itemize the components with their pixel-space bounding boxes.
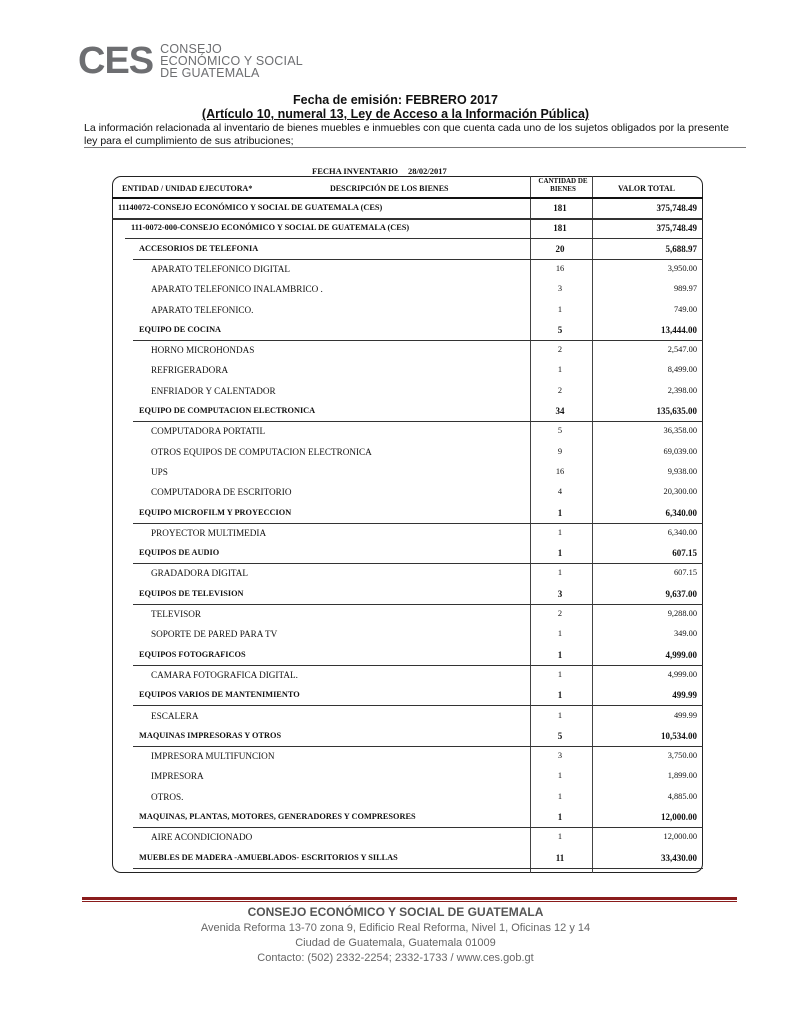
row-description: SOPORTE DE PARED PARA TV: [151, 629, 278, 640]
row-description: APARATO TELEFONICO INALAMBRICO .: [151, 284, 323, 295]
row-description: IMPRESORA: [151, 771, 204, 782]
row-value: 2,547.00: [667, 345, 697, 355]
row-value: 989.97: [673, 284, 697, 294]
table-row-group: [0, 402, 791, 422]
footer-band: [82, 897, 737, 902]
table-row-item: [0, 260, 791, 280]
row-description: HORNO MICROHONDAS: [151, 345, 255, 356]
row-value: 4,999.00: [667, 669, 697, 679]
inventory-date-value: 28/02/2017: [408, 166, 447, 176]
table-row-item: [0, 707, 791, 727]
row-quantity: 5: [557, 426, 563, 436]
table-row-item: [0, 443, 791, 463]
row-quantity: 2: [557, 345, 563, 355]
table-row-item: [0, 301, 791, 321]
intro-paragraph: La información relacionada al inventario de bienes muebles e inmuebles con que cuenta cada uno de los sujetos obligados por la presente ley para el cumplimiento de sus atribuciones;: [84, 122, 730, 147]
table-row-item: [0, 483, 791, 503]
row-description: COMPUTADORA PORTATIL: [151, 426, 266, 437]
row-value: 69,039.00: [663, 446, 697, 456]
row-description: ENFRIADOR Y CALENTADOR: [151, 385, 276, 396]
row-value: 349.00: [673, 629, 697, 639]
table-row-group: [0, 646, 791, 666]
row-quantity: 1: [557, 507, 563, 518]
row-quantity: 1: [557, 791, 563, 801]
row-description: UPS: [151, 466, 168, 477]
table-row-item: [0, 564, 791, 584]
row-quantity: 4: [557, 487, 563, 497]
row-description: CAMARA FOTOGRAFICA DIGITAL.: [151, 669, 298, 680]
row-value: 499.99: [673, 710, 697, 720]
table-row-item: [0, 666, 791, 686]
row-description: EQUIPO DE COMPUTACION ELECTRONICA: [139, 406, 316, 415]
column-header-valor: VALOR TOTAL: [618, 184, 675, 193]
row-description: APARATO TELEFONICO DIGITAL: [151, 263, 290, 274]
row-description: TELEVISOR: [151, 609, 202, 619]
row-value: 9,637.00: [665, 588, 697, 599]
row-description: MAQUINAS, PLANTAS, MOTORES, GENERADORES Y COMPRESORES: [139, 812, 416, 821]
row-quantity: 16: [555, 263, 565, 273]
column-header-descripcion: DESCRIPCIÓN DE LOS BIENES: [330, 184, 449, 193]
footer-address: Avenida Reforma 13-70 zona 9, Edificio Real Reforma, Nivel 1, Oficinas 12 y 14: [200, 922, 591, 934]
table-row-item: [0, 341, 791, 361]
table-row-group: [0, 240, 791, 260]
table-row-group: [0, 686, 791, 706]
row-value: 607.15: [673, 568, 697, 578]
table-row-item: [0, 747, 791, 767]
row-quantity: 181: [553, 203, 567, 213]
row-value: 4,999.00: [665, 649, 697, 660]
row-value: 4,885.00: [667, 791, 697, 801]
row-quantity: 1: [557, 649, 563, 660]
table-row-item: [0, 524, 791, 544]
row-value: 5,688.97: [665, 243, 697, 254]
row-quantity: 2: [557, 385, 563, 395]
footer-contact: Contacto: (502) 2332-2254; 2332-1733 / www.ces.gob.gt: [257, 952, 534, 964]
row-value: 12,000.00: [663, 832, 697, 842]
row-value: 36,358.00: [663, 426, 697, 436]
row-quantity: 1: [557, 548, 563, 559]
inventory-date: [312, 166, 447, 176]
row-description: OTROS.: [151, 791, 184, 802]
row-description: COMPUTADORA DE ESCRITORIO: [151, 487, 292, 498]
row-value: 13,444.00: [661, 324, 697, 335]
footer-organization: CONSEJO ECONÓMICO Y SOCIAL DE GUATEMALA: [247, 905, 544, 919]
table-row-item: [0, 361, 791, 381]
row-quantity: 1: [557, 365, 563, 375]
table-row-group: [0, 585, 791, 605]
row-description: EQUIPO DE COCINA: [139, 324, 222, 334]
row-description: AIRE ACONDICIONADO: [151, 832, 253, 843]
row-value: 6,340.00: [665, 507, 697, 518]
row-description: 111-0072-000-CONSEJO ECONÓMICO Y SOCIAL DE GUATEMALA (CES): [131, 223, 410, 233]
row-description: ACCESORIOS DE TELEFONIA: [139, 243, 259, 253]
row-description: GRADADORA DIGITAL: [151, 568, 249, 579]
table-row-group: [0, 219, 791, 239]
table-row-group: [0, 808, 791, 828]
table-row-group: [0, 504, 791, 524]
table-row-group: [0, 727, 791, 747]
row-description: APARATO TELEFONICO.: [151, 304, 254, 315]
row-quantity: 181: [553, 223, 567, 234]
row-value: 9,288.00: [667, 609, 697, 618]
row-value: 3,950.00: [667, 263, 697, 273]
row-description: 11140072-CONSEJO ECONÓMICO Y SOCIAL DE GUATEMALA (CES): [118, 203, 383, 212]
row-quantity: 5: [557, 324, 563, 335]
row-value: 375,748.49: [656, 223, 697, 234]
header-divider: [84, 147, 746, 148]
row-quantity: 1: [557, 527, 563, 537]
column-header-cantidad: CANTIDAD DE BIENES: [538, 177, 588, 193]
table-row-group: [0, 849, 791, 869]
table-row-group: [0, 199, 791, 219]
row-description: MUEBLES DE MADERA -AMUEBLADOS- ESCRITORIOS Y SILLAS: [139, 852, 398, 862]
table-row-item: [0, 605, 791, 625]
logo-line-3: DE GUATEMALA: [160, 66, 260, 80]
row-value: 375,748.49: [656, 203, 697, 213]
row-quantity: 1: [557, 629, 563, 639]
row-quantity: 1: [557, 304, 563, 314]
table-row-group: [0, 544, 791, 564]
row-value: 6,340.00: [667, 527, 697, 537]
row-value: 607.15: [672, 548, 697, 559]
row-value: 749.00: [673, 304, 697, 314]
row-quantity: 1: [557, 832, 563, 842]
row-value: 135,635.00: [656, 406, 697, 416]
row-quantity: 20: [555, 243, 565, 254]
row-quantity: 1: [557, 690, 563, 701]
row-value: 20,300.00: [663, 487, 697, 497]
row-quantity: 3: [557, 588, 563, 599]
row-description: MAQUINAS IMPRESORAS Y OTROS: [139, 730, 282, 740]
footer-city: Ciudad de Guatemala, Guatemala 01009: [295, 937, 496, 949]
logo-mark: CES: [78, 40, 154, 82]
row-quantity: 1: [557, 669, 563, 679]
table-row-item: [0, 463, 791, 483]
table-row-item: [0, 382, 791, 402]
table-row-item: [0, 788, 791, 808]
row-description: IMPRESORA MULTIFUNCION: [151, 751, 275, 762]
row-rule: [133, 868, 703, 869]
row-description: PROYECTOR MULTIMEDIA: [151, 527, 267, 538]
row-value: 10,534.00: [661, 730, 697, 741]
row-description: EQUIPOS DE TELEVISION: [139, 588, 244, 598]
table-row-item: [0, 828, 791, 848]
document-subtitle: (Artículo 10, numeral 13, Ley de Acceso a la Información Pública): [201, 107, 590, 121]
row-quantity: 34: [555, 406, 565, 416]
row-quantity: 1: [557, 568, 563, 578]
table-row-item: [0, 280, 791, 300]
table-row-group: [0, 321, 791, 341]
row-quantity: 5: [557, 730, 563, 741]
row-value: 2,398.00: [667, 385, 697, 395]
row-value: 33,430.00: [661, 852, 697, 863]
row-value: 8,499.00: [667, 365, 697, 375]
table-row-item: [0, 422, 791, 442]
row-quantity: 3: [557, 751, 563, 761]
row-description: EQUIPOS VARIOS DE MANTENIMIENTO: [139, 690, 300, 700]
row-quantity: 16: [555, 466, 565, 476]
row-description: EQUIPOS FOTOGRAFICOS: [139, 649, 246, 659]
document-title: Fecha de emisión: FEBRERO 2017: [293, 93, 498, 107]
table-row-item: [0, 767, 791, 787]
logo-line-1: CONSEJO: [160, 42, 222, 56]
row-quantity: 1: [557, 771, 563, 781]
inventory-date-label: FECHA INVENTARIO: [312, 166, 399, 176]
row-quantity: 9: [557, 446, 563, 456]
logo-line-2: ECONÓMICO Y SOCIAL: [160, 54, 303, 68]
row-description: REFRIGERADORA: [151, 365, 229, 376]
row-quantity: 1: [557, 710, 563, 720]
row-value: 3,750.00: [667, 751, 697, 761]
row-quantity: 2: [557, 609, 563, 618]
ces-logo: [78, 42, 303, 80]
column-header-entidad: ENTIDAD / UNIDAD EJECUTORA*: [122, 184, 253, 193]
row-value: 9,938.00: [667, 466, 697, 476]
logo-text: [160, 43, 303, 79]
row-value: 499.99: [672, 690, 697, 701]
row-value: 1,899.00: [667, 771, 697, 781]
row-description: EQUIPOS DE AUDIO: [139, 548, 220, 558]
table-row-item: [0, 625, 791, 645]
row-description: ESCALERA: [151, 710, 199, 721]
row-quantity: 1: [557, 812, 563, 822]
row-description: EQUIPO MICROFILM Y PROYECCION: [139, 507, 292, 517]
row-quantity: 3: [557, 284, 563, 294]
row-description: OTROS EQUIPOS DE COMPUTACION ELECTRONICA: [151, 446, 372, 457]
row-quantity: 11: [555, 852, 565, 863]
row-value: 12,000.00: [661, 812, 697, 822]
